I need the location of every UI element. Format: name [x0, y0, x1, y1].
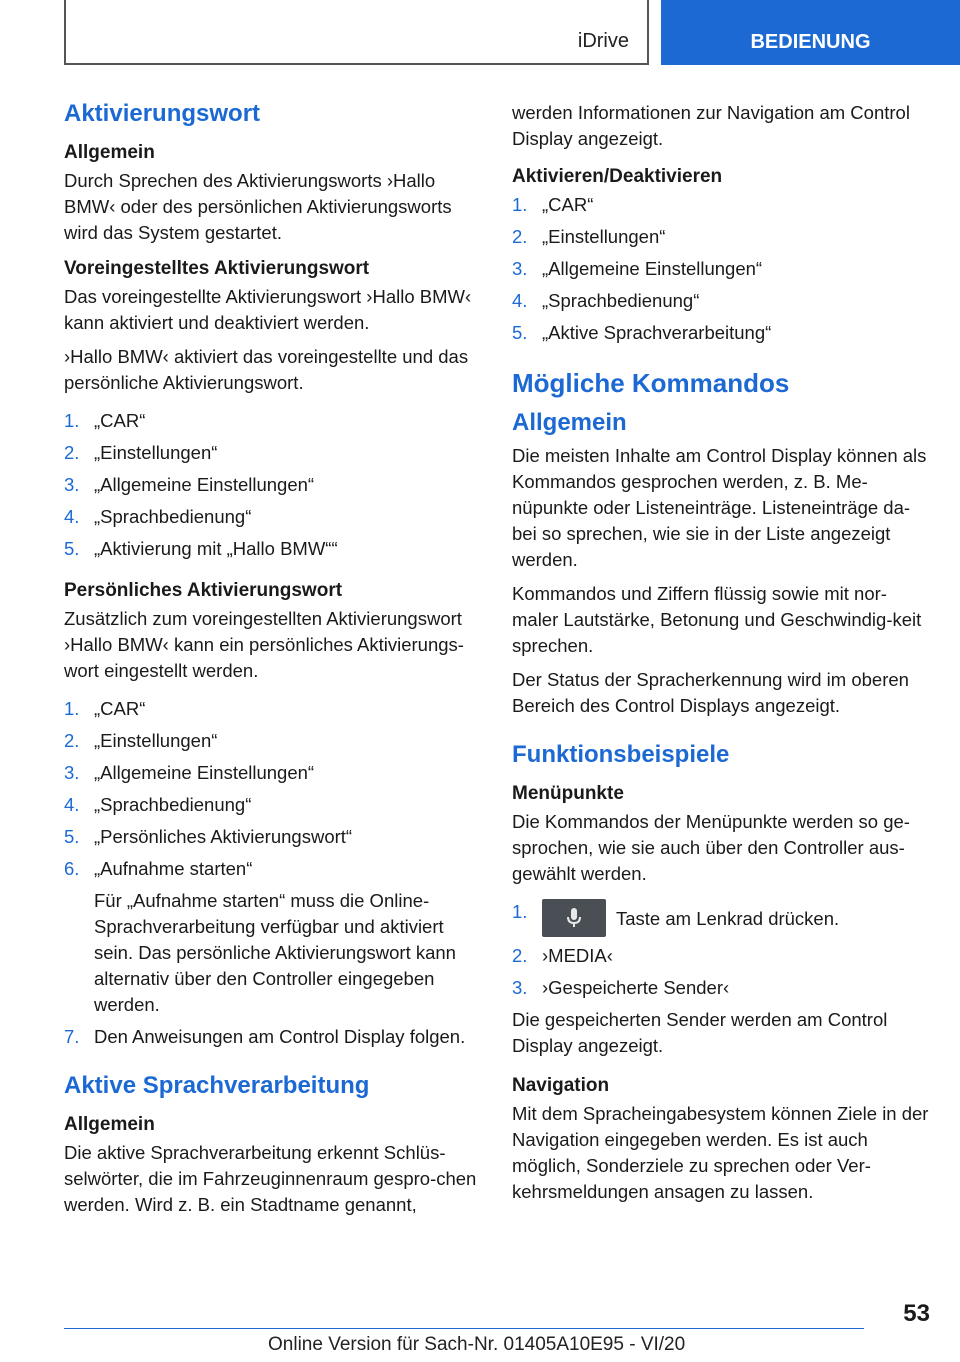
- list-item: 5. „Aktivierung mit „Hallo BMW““: [64, 536, 484, 562]
- subheading-persoenlich: Persönliches Aktivierungswort: [64, 580, 343, 601]
- header-box: [64, 0, 649, 65]
- step-number: 1.: [512, 901, 528, 922]
- paragraph: Kommandos und Ziffern flüssig sowie mit nor-maler Lautstärke, Betonung und Geschwindig-keit sprechen.: [512, 583, 922, 656]
- step-number: 3.: [64, 474, 80, 495]
- list-item: 1. Taste am Lenkrad drücken.: [512, 899, 932, 937]
- step-number: 5.: [64, 538, 80, 559]
- chapter-tab-label: BEDIENUNG: [750, 31, 871, 53]
- list-item: 2. „Einstellungen“: [64, 440, 484, 466]
- step-number: 4.: [64, 506, 80, 527]
- step-number: 4.: [64, 794, 80, 815]
- step-number: 1.: [512, 194, 528, 215]
- step-note: Für „Aufnahme starten“ muss die Online-Sprachverarbeitung verfügbar und aktiviert sein. Das persönliche Aktivierungswort kann alternativ über den Controller eingegeben werden.: [94, 890, 456, 1015]
- list-item: 2. „Einstellungen“: [512, 224, 932, 250]
- list-item: 1. „CAR“: [64, 408, 484, 434]
- subheading-menuepunkte: Menüpunkte: [512, 783, 624, 804]
- subheading-aktivieren: Aktivieren/Deaktivieren: [512, 166, 723, 187]
- step-number: 2.: [512, 945, 528, 966]
- step-number: 2.: [64, 730, 80, 751]
- heading-funktionsbeispiele: Funktionsbeispiele: [512, 741, 730, 768]
- heading-moegliche-kommandos: Mögliche Kommandos: [512, 368, 790, 398]
- list-item: 6. „Aufnahme starten“ Für „Aufnahme starten“ muss die Online-Sprachverarbeitung verfügbar und aktiviert sein. Das persönliche Aktivierungswort kann alternativ über den Controller eingegeben werden.: [64, 856, 484, 1018]
- paragraph: Durch Sprechen des Aktivierungsworts ›Hallo BMW‹ oder des persönlichen Aktivierungsworts wird das System gestartet.: [64, 170, 452, 243]
- step-number: 1.: [64, 410, 80, 431]
- paragraph: Die aktive Sprachverarbeitung erkennt Schlüs-selwörter, die im Fahrzeuginnenraum gespro-chen werden. Wird z. B. ein Stadtname genannt,: [64, 1142, 477, 1215]
- heading-aktive-sprachverarbeitung: Aktive Sprachverarbeitung: [64, 1072, 370, 1099]
- paragraph: ›Hallo BMW‹ aktiviert das voreingestellte und das persönliche Aktivierungswort.: [64, 346, 469, 393]
- page-number: 53: [903, 1300, 930, 1327]
- left-column: [64, 100, 484, 1226]
- paragraph: Das voreingestellte Aktivierungswort ›Hallo BMW‹ kann aktiviert und deaktiviert werden.: [64, 286, 472, 333]
- microphone-button-icon: [542, 899, 606, 937]
- list-item: 7. Den Anweisungen am Control Display folgen.: [64, 1024, 484, 1050]
- subheading-voreingestellt: Voreingestelltes Aktivierungswort: [64, 258, 370, 279]
- list-item: 1. „CAR“: [64, 696, 484, 722]
- list-item: 4. „Sprachbedienung“: [64, 504, 484, 530]
- section-title: iDrive: [577, 30, 629, 52]
- list-item: 1. „CAR“: [512, 192, 932, 218]
- heading-aktivierungswort: Aktivierungswort: [64, 100, 261, 127]
- step-number: 2.: [512, 226, 528, 247]
- paragraph: Die meisten Inhalte am Control Display können als Kommandos gesprochen werden, z. B. Me-nüpunkte oder Listeneinträge. Listeneinträge da-bei so sprechen, wie sie in der Liste angezeigt werden.: [512, 445, 927, 570]
- list-item: 3. „Allgemeine Einstellungen“: [512, 256, 932, 282]
- paragraph: Die gespeicherten Sender werden am Control Display angezeigt.: [512, 1009, 888, 1056]
- list-item: 2. ›MEDIA‹: [512, 943, 932, 969]
- subheading-allgemein: Allgemein: [64, 142, 155, 163]
- heading-allgemein: Allgemein: [512, 409, 627, 436]
- paragraph: Mit dem Spracheingabesystem können Ziele in der Navigation eingegeben werden. Es ist auch möglich, Sonderziele zu sprechen oder Ver-kehrsmeldungen ansagen zu lassen.: [512, 1103, 929, 1202]
- step-number: 3.: [512, 258, 528, 279]
- list-item: 2. „Einstellungen“: [64, 728, 484, 754]
- step-number: 7.: [64, 1026, 80, 1047]
- paragraph: werden Informationen zur Navigation am Control Display angezeigt.: [512, 102, 910, 149]
- chapter-tab: [661, 0, 960, 65]
- microphone-icon: [564, 907, 584, 929]
- list-item: 3. „Allgemeine Einstellungen“: [64, 472, 484, 498]
- right-column: [512, 100, 932, 1213]
- list-item: 5. „Persönliches Aktivierungswort“: [64, 824, 484, 850]
- list-item: 4. „Sprachbedienung“: [64, 792, 484, 818]
- subheading-navigation: Navigation: [512, 1075, 610, 1096]
- step-number: 2.: [64, 442, 80, 463]
- footer-text: Online Version für Sach-Nr. 01405A10E95 - VI/20: [268, 1334, 686, 1355]
- step-number: 1.: [64, 698, 80, 719]
- step-number: 5.: [512, 322, 528, 343]
- step-number: 4.: [512, 290, 528, 311]
- step-number: 6.: [64, 858, 80, 879]
- step-number: 3.: [64, 762, 80, 783]
- step-number: 3.: [512, 977, 528, 998]
- list-item: 4. „Sprachbedienung“: [512, 288, 932, 314]
- footer-divider: [64, 1328, 864, 1329]
- list-item: 3. ›Gespeicherte Sender‹: [512, 975, 932, 1001]
- paragraph: Die Kommandos der Menüpunkte werden so ge-sprochen, wie sie auch über den Controller aus-gewählt werden.: [512, 811, 910, 884]
- paragraph: Zusätzlich zum voreingestellten Aktivierungswort ›Hallo BMW‹ kann ein persönliches Aktivierungs-wort eingestellt werden.: [64, 608, 464, 681]
- paragraph: Der Status der Spracherkennung wird im oberen Bereich des Control Displays angezeigt.: [512, 669, 909, 716]
- list-item: 5. „Aktive Sprachverarbeitung“: [512, 320, 932, 346]
- list-item: 3. „Allgemeine Einstellungen“: [64, 760, 484, 786]
- subheading-allgemein: Allgemein: [64, 1114, 155, 1135]
- step-number: 5.: [64, 826, 80, 847]
